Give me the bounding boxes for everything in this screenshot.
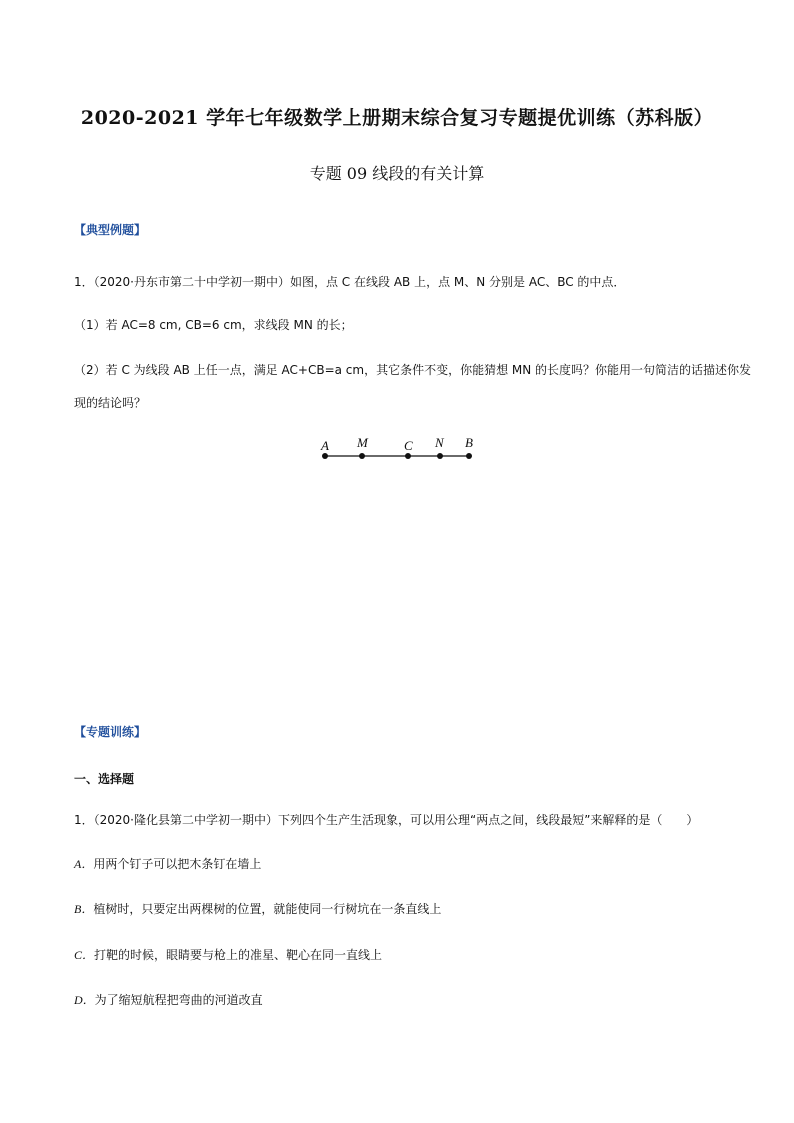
point-a-dot (322, 453, 328, 459)
section-label-training: 【专题训练】 (74, 725, 147, 739)
option-a (74, 855, 261, 872)
document-subtitle: 专题 09 线段的有关计算 (309, 164, 485, 183)
option-b-letter: B． (74, 902, 94, 916)
point-m-dot (359, 453, 365, 459)
option-c (74, 946, 382, 963)
example-question-1-part-2-line-2: 现的结论吗？ (74, 396, 147, 410)
point-b-label: B (465, 435, 473, 450)
option-b-text: 植树时，只要定出两棵树的位置，就能使同一行树坑在一条直线上 (93, 902, 442, 916)
option-a-text: 用两个钉子可以把木条钉在墙上 (93, 857, 262, 871)
point-b-dot (466, 453, 472, 459)
option-c-letter: C． (74, 948, 95, 962)
example-question-1-part-2-line-1: （2）若 C 为线段 AB 上任一点，满足 AC+CB=a cm，其它条件不变，你能猜想 MN 的长度吗？你能用一句简洁的话描述你发 (74, 363, 752, 377)
option-b (74, 900, 441, 917)
option-d-text: 为了缩短航程把弯曲的河道改直 (94, 993, 263, 1007)
document-title: 2020-2021 学年七年级数学上册期末综合复习专题提优训练（苏科版） (80, 107, 714, 129)
option-d (74, 991, 263, 1008)
option-a-letter: A． (74, 857, 94, 871)
option-c-text: 打靶的时候，眼睛要与枪上的准星、靶心在同一直线上 (94, 948, 383, 962)
example-question-1-part-1: （1）若 AC=8 cm, CB=6 cm，求线段 MN 的长； (74, 318, 353, 332)
point-m-label: M (357, 435, 368, 450)
option-d-letter: D． (74, 993, 95, 1007)
training-question-1: 1．（2020·隆化县第二中学初一期中）下列四个生产生活现象，可以用公理“两点之间，线段最短”来解释的是（ ） (74, 813, 699, 827)
heading-multiple-choice: 一、选择题 (74, 772, 135, 786)
point-n-label: N (435, 435, 444, 450)
line-segment-figure (310, 430, 490, 470)
point-n-dot (437, 453, 443, 459)
point-c-label: C (404, 438, 413, 453)
example-question-1: 1．（2020·丹东市第二十中学初一期中）如图，点 C 在线段 AB 上，点 M、N 分别是 AC、BC 的中点． (74, 275, 626, 289)
section-label-examples: 【典型例题】 (74, 223, 147, 237)
point-a-label: A (321, 438, 329, 453)
point-c-dot (405, 453, 411, 459)
